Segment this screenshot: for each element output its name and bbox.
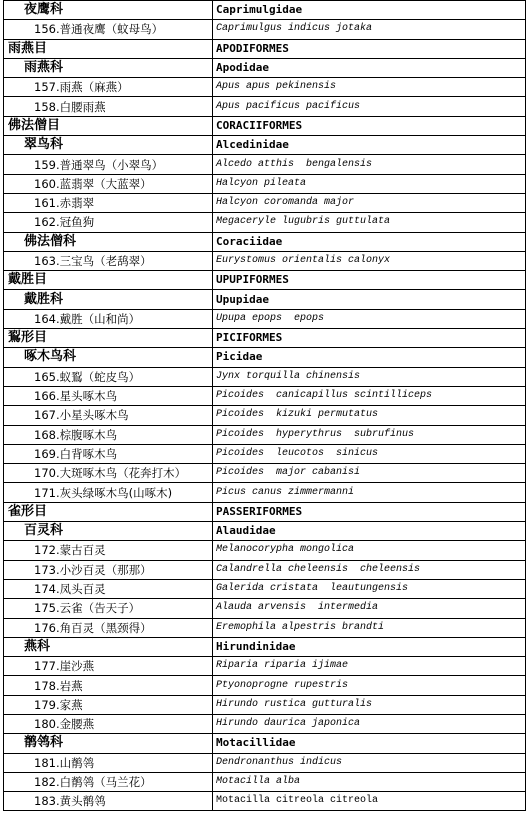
bird-taxonomy-table (3, 0, 526, 811)
species-row (4, 213, 526, 232)
family-latin-name: Upupidae (213, 290, 526, 309)
species-latin-name: Alauda arvensis intermedia (213, 599, 526, 618)
species-latin-name: Galerida cristata leautungensis (213, 579, 526, 598)
species-latin-name: Dendronanthus indicus (213, 753, 526, 772)
species-chinese-name: 156.普通夜鹰（蚊母鸟） (4, 20, 213, 39)
species-latin-name: Eurystomus orientalis calonyx (213, 251, 526, 270)
family-chinese-name: 啄木鸟科 (4, 348, 213, 367)
species-row (4, 599, 526, 618)
species-chinese-name: 175.云雀（告天子） (4, 599, 213, 618)
species-row (4, 444, 526, 463)
species-latin-name: Picoides major cabanisi (213, 464, 526, 483)
family-row (4, 637, 526, 656)
species-latin-name: Picoides canicapillus scintilliceps (213, 386, 526, 405)
species-chinese-name: 165.蚁鴷（蛇皮鸟） (4, 367, 213, 386)
order-row (4, 329, 526, 348)
family-row (4, 348, 526, 367)
order-latin-name: APODIFORMES (213, 39, 526, 58)
order-chinese-name: 鴷形目 (4, 329, 213, 348)
species-chinese-name: 157.雨燕（麻燕） (4, 78, 213, 97)
family-chinese-name: 燕科 (4, 637, 213, 656)
species-latin-name: Picoides hyperythrus subrufinus (213, 425, 526, 444)
family-row (4, 290, 526, 309)
species-row (4, 464, 526, 483)
species-chinese-name: 183.黄头鹡鸰 (4, 792, 213, 811)
species-latin-name: Caprimulgus indicus jotaka (213, 20, 526, 39)
family-row (4, 522, 526, 541)
species-row (4, 78, 526, 97)
species-latin-name: Motacilla citreola citreola (213, 792, 526, 811)
family-chinese-name: 鹡鸰科 (4, 734, 213, 753)
species-latin-name: Upupa epops epops (213, 309, 526, 328)
species-latin-name: Picus canus zimmermanni (213, 483, 526, 502)
species-chinese-name: 177.崖沙燕 (4, 657, 213, 676)
family-chinese-name: 百灵科 (4, 522, 213, 541)
family-latin-name: Alcedinidae (213, 136, 526, 155)
family-latin-name: Coraciidae (213, 232, 526, 251)
family-chinese-name: 戴胜科 (4, 290, 213, 309)
species-chinese-name: 163.三宝鸟（老鸹翠） (4, 251, 213, 270)
species-row (4, 174, 526, 193)
species-latin-name: Picoides kizuki permutatus (213, 406, 526, 425)
species-row (4, 193, 526, 212)
species-chinese-name: 161.赤翡翠 (4, 193, 213, 212)
species-row (4, 695, 526, 714)
species-latin-name: Halcyon coromanda major (213, 193, 526, 212)
species-chinese-name: 176.角百灵（黑颈得） (4, 618, 213, 637)
species-row (4, 772, 526, 791)
family-latin-name: Picidae (213, 348, 526, 367)
species-latin-name: Calandrella cheleensis cheleensis (213, 560, 526, 579)
species-row (4, 753, 526, 772)
family-row (4, 734, 526, 753)
species-row (4, 618, 526, 637)
species-chinese-name: 172.蒙古百灵 (4, 541, 213, 560)
species-row (4, 251, 526, 270)
species-row (4, 155, 526, 174)
species-chinese-name: 168.棕腹啄木鸟 (4, 425, 213, 444)
species-latin-name: Apus pacificus pacificus (213, 97, 526, 116)
species-row (4, 367, 526, 386)
order-chinese-name: 雀形目 (4, 502, 213, 521)
family-latin-name: Alaudidae (213, 522, 526, 541)
species-latin-name: Hirundo daurica japonica (213, 714, 526, 733)
species-latin-name: Apus apus pekinensis (213, 78, 526, 97)
species-chinese-name: 164.戴胜（山和尚） (4, 309, 213, 328)
species-chinese-name: 181.山鹡鸰 (4, 753, 213, 772)
species-latin-name: Motacilla alba (213, 772, 526, 791)
species-chinese-name: 167.小星头啄木鸟 (4, 406, 213, 425)
species-row (4, 657, 526, 676)
species-latin-name: Hirundo rustica gutturalis (213, 695, 526, 714)
family-row (4, 136, 526, 155)
species-latin-name: Ptyonoprogne rupestris (213, 676, 526, 695)
order-latin-name: PASSERIFORMES (213, 502, 526, 521)
species-latin-name: Riparia riparia ijimae (213, 657, 526, 676)
order-chinese-name: 戴胜目 (4, 271, 213, 290)
order-row (4, 116, 526, 135)
species-chinese-name: 169.白背啄木鸟 (4, 444, 213, 463)
family-row (4, 1, 526, 20)
species-chinese-name: 162.冠鱼狗 (4, 213, 213, 232)
species-chinese-name: 178.岩燕 (4, 676, 213, 695)
family-chinese-name: 翠鸟科 (4, 136, 213, 155)
species-latin-name: Alcedo atthis bengalensis (213, 155, 526, 174)
species-chinese-name: 171.灰头绿啄木鸟(山啄木) (4, 483, 213, 502)
species-chinese-name: 180.金腰燕 (4, 714, 213, 733)
species-latin-name: Jynx torquilla chinensis (213, 367, 526, 386)
order-chinese-name: 雨燕目 (4, 39, 213, 58)
species-row (4, 425, 526, 444)
family-latin-name: Hirundinidae (213, 637, 526, 656)
species-chinese-name: 166.星头啄木鸟 (4, 386, 213, 405)
family-latin-name: Motacillidae (213, 734, 526, 753)
species-chinese-name: 159.普通翠鸟（小翠鸟） (4, 155, 213, 174)
species-chinese-name: 158.白腰雨燕 (4, 97, 213, 116)
family-latin-name: Caprimulgidae (213, 1, 526, 20)
species-latin-name: Eremophila alpestris brandti (213, 618, 526, 637)
family-row (4, 58, 526, 77)
species-chinese-name: 160.蓝翡翠（大蓝翠） (4, 174, 213, 193)
species-latin-name: Picoides leucotos sinicus (213, 444, 526, 463)
order-row (4, 502, 526, 521)
species-chinese-name: 174.凤头百灵 (4, 579, 213, 598)
species-row (4, 792, 526, 811)
order-row (4, 271, 526, 290)
species-row (4, 676, 526, 695)
family-chinese-name: 夜鹰科 (4, 1, 213, 20)
family-chinese-name: 佛法僧科 (4, 232, 213, 251)
species-row (4, 560, 526, 579)
order-latin-name: UPUPIFORMES (213, 271, 526, 290)
family-chinese-name: 雨燕科 (4, 58, 213, 77)
species-row (4, 483, 526, 502)
species-row (4, 714, 526, 733)
species-chinese-name: 173.小沙百灵（那那） (4, 560, 213, 579)
species-latin-name: Melanocorypha mongolica (213, 541, 526, 560)
species-row (4, 309, 526, 328)
species-row (4, 579, 526, 598)
family-row (4, 232, 526, 251)
species-row (4, 541, 526, 560)
species-row (4, 97, 526, 116)
order-row (4, 39, 526, 58)
species-row (4, 406, 526, 425)
table-body (4, 1, 526, 811)
species-row (4, 386, 526, 405)
species-chinese-name: 170.大斑啄木鸟（花奔打木） (4, 464, 213, 483)
order-latin-name: CORACIIFORMES (213, 116, 526, 135)
family-latin-name: Apodidae (213, 58, 526, 77)
order-latin-name: PICIFORMES (213, 329, 526, 348)
species-chinese-name: 179.家燕 (4, 695, 213, 714)
species-chinese-name: 182.白鹡鸰（马兰花） (4, 772, 213, 791)
species-latin-name: Halcyon pileata (213, 174, 526, 193)
species-row (4, 20, 526, 39)
order-chinese-name: 佛法僧目 (4, 116, 213, 135)
species-latin-name: Megaceryle lugubris guttulata (213, 213, 526, 232)
